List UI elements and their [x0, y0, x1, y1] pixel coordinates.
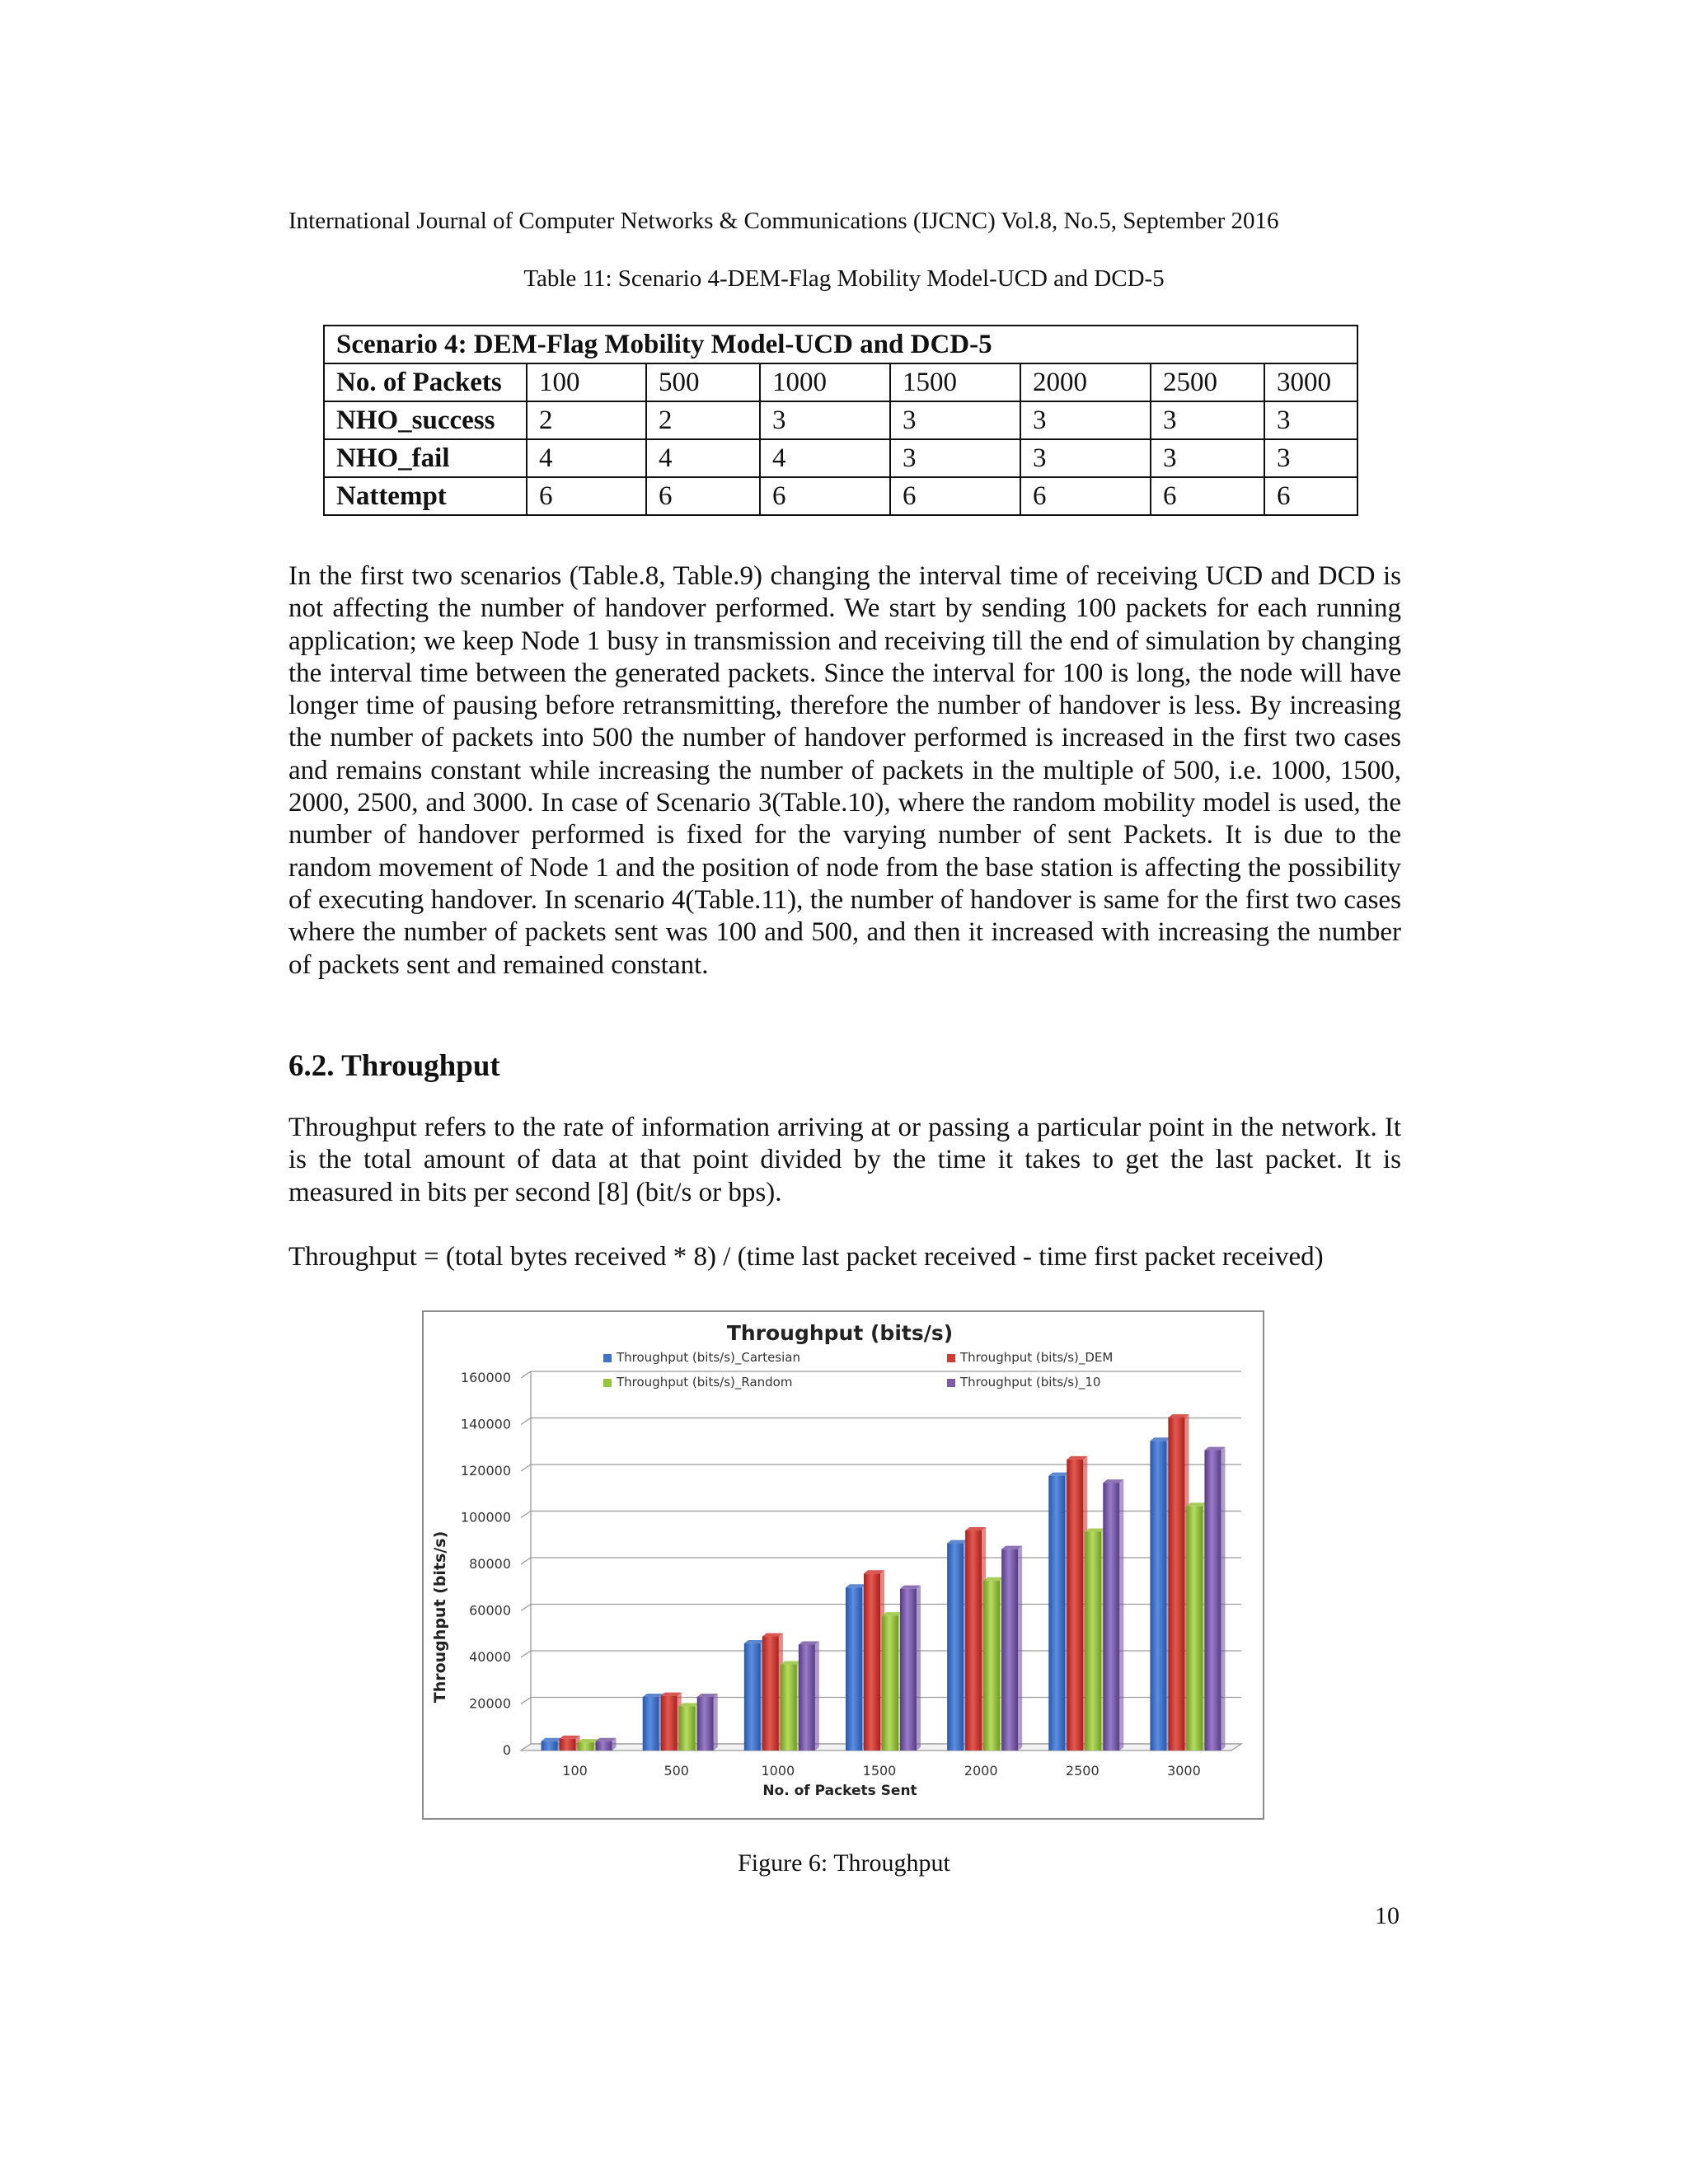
bar — [781, 1661, 801, 1750]
bar-front — [1085, 1531, 1101, 1750]
table-cell: 3 — [890, 401, 1020, 439]
paragraph-text: Throughput refers to the rate of information arriving at or passing a particular point in the network. It is the total amount of data at that point divided by the time it takes to get the last packet. It is measured in bits per second [8] (bit/s or bps). — [288, 1113, 1401, 1207]
paragraph-handover — [288, 560, 1401, 982]
table-cell: 3 — [1264, 439, 1357, 477]
section-heading: 6.2. Throughput — [288, 1049, 500, 1083]
bar — [578, 1739, 598, 1750]
bar — [947, 1540, 968, 1750]
table-cell: 6 — [1264, 477, 1357, 515]
y-tick-label: 20000 — [469, 1695, 511, 1712]
legend-entry: Throughput (bits/s)_Random — [617, 1375, 793, 1390]
bar — [799, 1641, 819, 1750]
bar — [864, 1570, 884, 1750]
chart-title: Throughput (bits/s) — [726, 1321, 954, 1345]
table-caption — [0, 265, 1688, 293]
y-tick-label: 0 — [502, 1742, 511, 1758]
bar-front — [781, 1664, 797, 1750]
bar — [983, 1577, 1004, 1750]
bar-front — [578, 1742, 594, 1750]
table-caption-text: Table 11: Scenario 4-DEM-Flag Mobility Model-UCD and DCD-5 — [523, 265, 1165, 292]
table-cell: 6 — [890, 477, 1020, 515]
bar-side — [1119, 1479, 1123, 1750]
table-cell: 2000 — [1020, 363, 1151, 401]
journal-header: International Journal of Computer Networks & Communications (IJCNC) Vol.8, No.5, September 2016 — [288, 208, 1279, 234]
table-row — [324, 401, 1357, 439]
bar-front — [1150, 1441, 1166, 1750]
x-tick-label: 100 — [562, 1763, 588, 1779]
bar-side — [1221, 1447, 1225, 1750]
throughput-chart — [422, 1310, 1264, 1820]
bar — [542, 1738, 562, 1750]
bar-front — [661, 1696, 678, 1750]
table-cell: 4 — [646, 439, 760, 477]
bar — [1186, 1502, 1207, 1750]
table-cell: 3 — [1020, 439, 1151, 477]
bar-front — [1168, 1418, 1184, 1750]
table-cell: 4 — [527, 439, 646, 477]
gridline-depth — [521, 1698, 531, 1704]
paragraph-text: In the first two scenarios (Table.8, Table.9) changing the interval time of receiving UCD and DCD is not affecting the number of handover performed. We start by sending 100 packets for each running application; we keep Node 1 busy in transmission and receiving till the end of simulation by changing the interval time between the generated packets. Since the interval for 100 is long, the node will have longer time of pausing before retransmitting, therefore the number of handover is less. By increasing the number of packets into 500 the number of handover performed is increased in the first two cases and remains constant while increasing the number of packets in the multiple of 500, i.e. 1000, 1500, 2000, 2500, and 3000. In case of Scenario 3(Table.10), where the random mobility model is used, the number of handover performed is fixed for the varying number of sent Packets. It is due to the random movement of Node 1 and the position of node from the base station is affecting the possibility of executing handover. In scenario 4(Table.11), the number of handover is same for the first two cases where the number of packets sent was 100 and 500, and then it increased with increasing the number of packets sent and remained constant. — [288, 561, 1401, 980]
table-cell: 3 — [1151, 439, 1264, 477]
figure-caption: Figure 6: Throughput — [738, 1849, 950, 1877]
table-cell: 1000 — [760, 363, 890, 401]
row-header: NHO_success — [324, 401, 527, 439]
table-cell: 2 — [527, 401, 646, 439]
legend-swatch — [947, 1379, 955, 1387]
bar-side — [714, 1694, 718, 1750]
bar — [882, 1612, 903, 1750]
bar-front — [679, 1706, 696, 1750]
table-cell: 4 — [760, 439, 890, 477]
table-cell: 3 — [890, 439, 1020, 477]
throughput-formula — [288, 1241, 1401, 1273]
x-tick-label: 3000 — [1167, 1763, 1201, 1779]
page-number: 10 — [1375, 1902, 1400, 1929]
bar-front — [1048, 1476, 1065, 1750]
legend-entry: Throughput (bits/s)_10 — [960, 1375, 1101, 1390]
bar-front — [643, 1697, 659, 1750]
y-tick-label: 80000 — [469, 1556, 511, 1572]
gridline-depth — [521, 1371, 531, 1378]
chart-legend — [603, 1350, 1113, 1390]
bar — [1168, 1414, 1189, 1750]
bar-front — [983, 1581, 1000, 1750]
bar-front — [1103, 1483, 1119, 1750]
table-cell: 3 — [1020, 401, 1151, 439]
y-tick-label: 140000 — [460, 1416, 511, 1432]
bar-front — [697, 1697, 714, 1750]
legend-entry: Throughput (bits/s)_Cartesian — [617, 1350, 800, 1365]
table-cell: 6 — [527, 477, 646, 515]
gridline-depth — [521, 1418, 531, 1425]
table-cell: 3 — [1264, 401, 1357, 439]
table-cell: 3000 — [1264, 363, 1357, 401]
bar — [1001, 1546, 1022, 1750]
row-header: No. of Packets — [324, 363, 527, 401]
x-tick-label: 1000 — [761, 1763, 795, 1779]
legend-swatch — [947, 1354, 955, 1362]
bar-side — [1018, 1546, 1022, 1750]
x-tick-label: 500 — [663, 1763, 689, 1779]
bar-front — [560, 1739, 576, 1750]
table-cell: 6 — [760, 477, 890, 515]
bar-front — [864, 1573, 880, 1750]
bar — [1103, 1479, 1123, 1750]
legend-entry: Throughput (bits/s)_DEM — [960, 1350, 1114, 1365]
table-cell: 6 — [1020, 477, 1151, 515]
bar-side — [815, 1641, 819, 1750]
bar-front — [542, 1741, 558, 1750]
bar — [1204, 1447, 1225, 1750]
formula-text: Throughput = (total bytes received * 8) / (time last packet received - time first packet received) — [288, 1242, 1324, 1272]
x-tick-label: 1500 — [862, 1763, 897, 1779]
y-axis-label: Throughput (bits/s) — [431, 1530, 449, 1704]
bar — [560, 1736, 580, 1750]
table-title: Scenario 4: DEM-Flag Mobility Model-UCD and DCD-5 — [324, 326, 1357, 363]
table-cell: 1500 — [890, 363, 1020, 401]
row-header: NHO_fail — [324, 439, 527, 477]
table-cell: 2500 — [1151, 363, 1264, 401]
table-row — [324, 363, 1357, 401]
x-axis-label: No. of Packets Sent — [762, 1783, 917, 1799]
bar — [900, 1586, 921, 1750]
table-row — [324, 439, 1357, 477]
y-tick-label: 60000 — [469, 1602, 511, 1619]
legend-swatch — [603, 1354, 612, 1362]
bar — [1085, 1528, 1105, 1750]
x-axis-ticks — [562, 1763, 1200, 1779]
bar-front — [744, 1643, 761, 1750]
table-cell: 3 — [760, 401, 890, 439]
table-cell: 2 — [646, 401, 760, 439]
bar — [762, 1633, 783, 1750]
bar — [1048, 1473, 1069, 1750]
table-cell: 6 — [646, 477, 760, 515]
bar-front — [882, 1615, 898, 1750]
table-row — [324, 477, 1357, 515]
legend-swatch — [603, 1379, 612, 1387]
bar-front — [900, 1589, 917, 1750]
bar — [744, 1640, 765, 1750]
gridline-depth — [521, 1465, 531, 1471]
y-tick-label: 40000 — [469, 1649, 511, 1665]
bar-front — [596, 1741, 612, 1750]
chart-svg — [424, 1312, 1263, 1818]
gridline-depth — [521, 1511, 531, 1518]
table-cell: 500 — [646, 363, 760, 401]
bar — [965, 1527, 986, 1750]
bar — [697, 1694, 718, 1750]
bar-front — [1001, 1549, 1018, 1750]
bar-front — [1204, 1451, 1221, 1750]
table-title-row — [324, 326, 1357, 363]
bar-front — [799, 1644, 815, 1750]
gridline-depth — [521, 1558, 531, 1564]
bar — [1067, 1456, 1087, 1750]
bar-front — [947, 1544, 964, 1750]
bar — [596, 1738, 617, 1750]
y-tick-label: 100000 — [460, 1509, 511, 1526]
gridline-depth — [521, 1605, 531, 1611]
bar — [846, 1584, 866, 1750]
bar — [1150, 1437, 1170, 1750]
x-tick-label: 2000 — [964, 1763, 998, 1779]
table-cell: 3 — [1151, 401, 1264, 439]
bar-front — [1067, 1460, 1083, 1750]
gridline-depth — [521, 1651, 531, 1657]
table-cell: 6 — [1151, 477, 1264, 515]
bar-side — [917, 1586, 921, 1750]
row-header: Nattempt — [324, 477, 527, 515]
table-cell: 100 — [527, 363, 646, 401]
bar-front — [762, 1637, 779, 1750]
bar — [661, 1693, 682, 1750]
bar-front — [965, 1530, 982, 1750]
y-tick-label: 160000 — [460, 1370, 511, 1385]
paragraph-throughput-definition — [288, 1112, 1401, 1209]
scenario-table — [323, 325, 1358, 516]
bar-front — [846, 1587, 862, 1750]
x-tick-label: 2500 — [1065, 1763, 1100, 1779]
bar — [643, 1694, 663, 1750]
bar — [679, 1703, 700, 1750]
y-tick-label: 120000 — [460, 1463, 511, 1479]
bar-front — [1186, 1506, 1203, 1750]
